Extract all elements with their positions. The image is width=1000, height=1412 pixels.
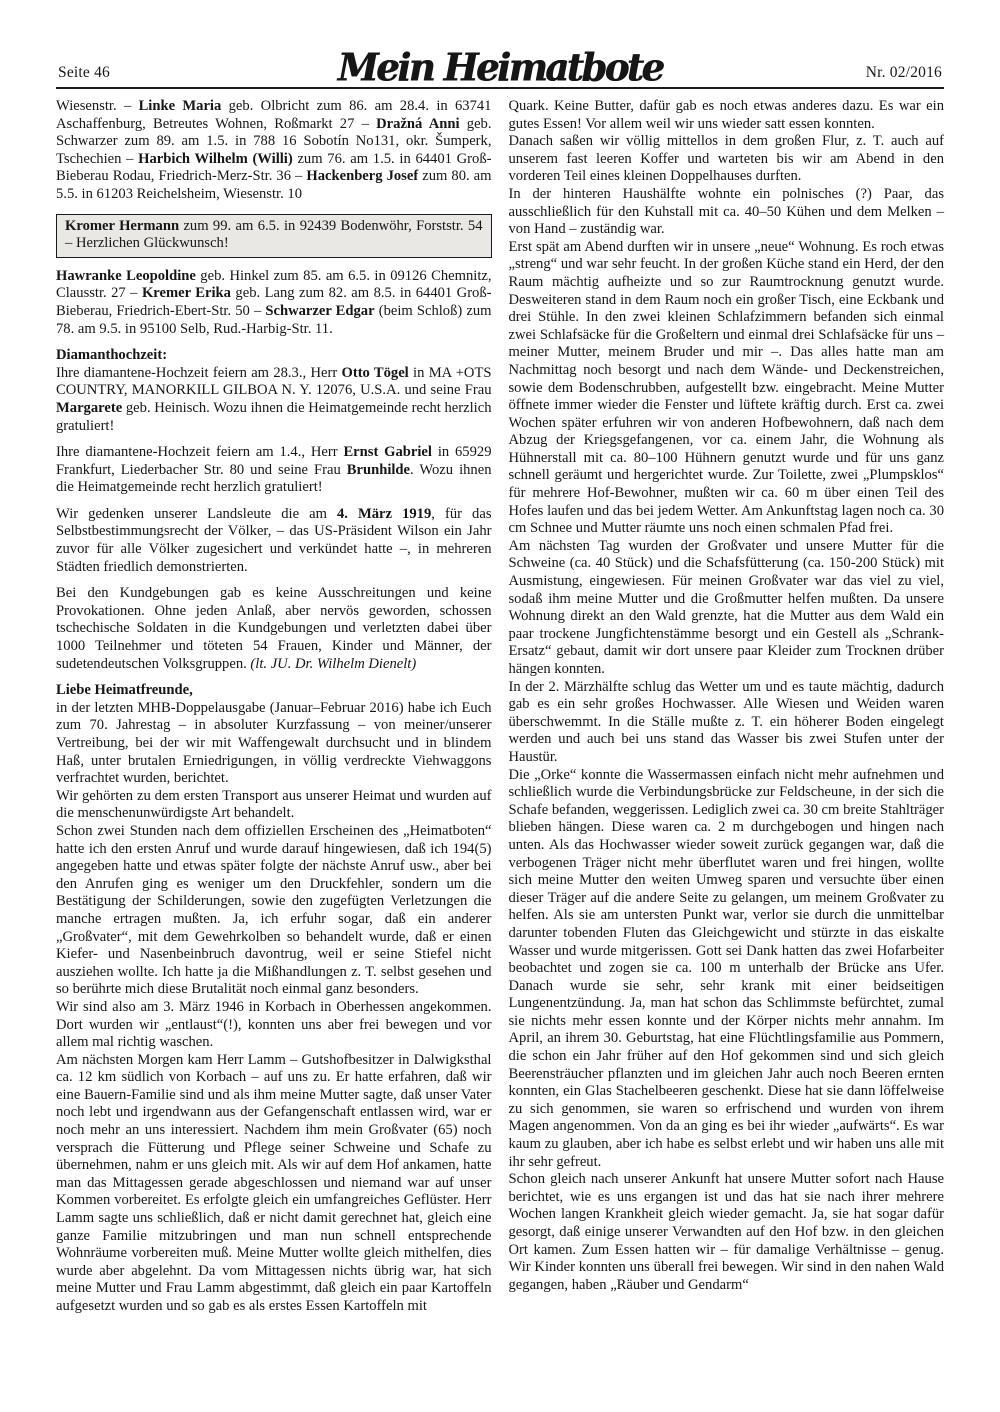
text-segment: Quark. Keine Butter, dafür gab es noch etwas anderes dazu. Es war ein gutes Essen! Vor allem weil wir uns wieder satt essen konnten. (508, 98, 944, 132)
text-segment: Otto Tögel (341, 364, 409, 381)
text-segment: Kremer Erika (141, 285, 231, 302)
text-segment: Linke Maria (138, 98, 222, 114)
masthead-title: Mein Heimatbote (337, 44, 663, 90)
text-segment: In der 2. Märzhälfte schlug das Wetter um und es taute mächtig, dadurch gab es ein sehr großes Hochwasser. Alle Wiesen und Weiden waren überschwemmt. In die Ställe mußte z. T. ein höherer Boden eingelegt werden und auch bei uns stand das Wasser bis zwei Stufen unter der Haustür. (508, 678, 944, 765)
paragraph (56, 700, 492, 788)
text-segment: Wir gedenken unserer Landsleute die am (56, 505, 337, 522)
text-segment: Die „Orke“ konnte die Wassermassen einfach nicht mehr aufnehmen und schließlich wurde die Verbindungsbrücke zur Feldscheune, in der sich die Schafe befanden, weggerissen. Lediglich zwei ca. 30 cm breite Stahlträger blieben hängen. Diese waren ca. 2 m durchgebogen und hingen nach unten. Als das Hochwasser wieder soweit zurück gegangen war, daß die verbogenen Träger nicht mehr überflutet waren und frei hingen, wollte sich meine Mutter den weiten Umweg sparen und versuchte über einen dieser Träger auf die andere Seite zu gelangen, um meinem Großvater zu helfen. Als sie am untersten Punkt war, verlor sie durch die unmittelbar darunter tobenden Fluten das Gleichgewicht und stürzte in das eiskalte Wasser und wurde mitgerissen. Gott sei Dank hatten das zwei Hofarbeiter beobachtet und zogen sie ca. 100 m unterhalb der Brücke ans Ufer. Danach wurde sie sehr, sehr krank mit einer beidseitigen Lungenentzündung. Ja, man hat schon das Schlimmste befürchtet, zumal sie nichts mehr essen konnte und der Körper nichts mehr annahm. Im April, an ihrem 30. Geburtstag, hat eine Flüchtlingsfamilie aus Pommern, die schon ein Jahr früher auf den Hof gekommen sind und sich gleich Beerensträucher pflanzten und im gleichen Jahr auch noch Beeren ernten konnten, ein Glas Stachelbeeren geschenkt. Diese hat sie dann löffelweise zu sich genommen, sie waren so erfrischend und wurden von ihrem Magen angenommen. Von da an ging es bei ihr wieder „aufwärts“. Es war kaum zu glauben, aber ich habe es selbst erlebt und wir haben uns alle mit ihr sehr gefreut. (508, 766, 944, 1170)
paragraph (509, 767, 945, 1172)
text-segment: zum 80. am 5.5. in 61203 Reichelsheim, Wiesenstr. 10 (56, 168, 492, 202)
paragraph (56, 444, 492, 497)
text-segment: geb. Schwarzer zum 89. am 1.5. in 788 16 Sobotín No131, okr. Šumperk, Tschechien – (56, 115, 492, 167)
paragraph (56, 1052, 492, 1316)
issue-number-label: Nr. 02/2016 (865, 64, 942, 81)
text-segment: Diamanthochzeit: (56, 347, 168, 364)
paragraph (56, 365, 492, 435)
text-segment: Schwarzer Edgar (265, 302, 375, 319)
paragraph (56, 268, 492, 338)
left-column (56, 98, 492, 1316)
paragraph (509, 133, 945, 186)
text-segment: Brunhilde (346, 461, 411, 478)
text-segment: Schon zwei Stunden nach dem offiziellen Erscheinen des „Heimatboten“ hatte ich den ersten Anruf und wurde darauf hingewiesen, daß ich 194(5) angegeben hatte und etwas später folgte der nächste Anruf usw., aber bei den Anrufen ging es weniger um den Druckfehler, sondern um die Bestätigung der Schilderungen, sowie den zugefügten Verletzungen die manche ertragen mußten. Ja, ich erfuhr sogar, daß ein anderer „Großvater“, mit dem Gewehrkolben so behandelt wurde, daß er einen Kiefer- und Nasenbeinbruch davontrug, weil er seine Stiefel nicht ausziehen wollte. Ich hatte ja die Mißhandlungen z. T. selbst gesehen und so berührte mich diese Brutalität noch einmal ganz besonders. (56, 822, 492, 998)
paragraph (509, 239, 945, 538)
text-segment: , für das Selbstbestimmungsrecht der Völker, – das US-Präsident Wilson ein Jahr zuvor für alle Völker zugesichert und verkündet hatte –, in mehreren Städten friedlich demonstrierten. (56, 505, 492, 575)
text-segment: In der hinteren Haushälfte wohnte ein polnisches (?) Paar, das ausschließlich für den Kuhstall mit ca. 40–50 Kühen und dem Melken – von Hand – zuständig war. (508, 185, 944, 238)
text-segment: . Wozu ihnen die Heimatgemeinde recht herzlich gratuliert! (56, 461, 492, 496)
text-segment: in MA +OTS COUNTRY, MANORKILL GILBOA N. Y. 12076, U.S.A. und seine Frau (56, 364, 492, 399)
right-column (509, 98, 945, 1316)
text-segment: Bei den Kundgebungen gab es keine Ausschreitungen und keine Provokationen. Ohne jeden Anlaß, aber nervös geworden, schossen tschechische Soldaten in die Kundgebungen und verletzten dabei über 1000 Teilnehmer und töteten 54 Frauen, Kinder und Männer, der sudetendeutschen Volksgruppen. (56, 585, 492, 672)
text-segment: in der letzten MHB-Doppelausgabe (Januar–Februar 2016) habe ich Euch zum 70. Jahrestag – in absoluter Kurzfassung – von meiner/unserer Vertreibung, bei der wir mit Waffengewalt durchsucht und in blindem Haß, unter brutalen Erniedrigungen, in völlig verdreckte Viehwaggons verfrachtet wurden, berichtet. (56, 699, 492, 787)
text-segment: Harbich Wilhelm (Willi) (138, 150, 293, 167)
text-segment: Ihre diamantene-Hochzeit feiern am 28.3., Herr (56, 364, 342, 381)
page-number-label: Seite 46 (58, 64, 110, 81)
paragraph (56, 506, 492, 576)
text-segment: Am nächsten Tag wurden der Großvater und unsere Mutter für die Schweine (ca. 40 Stück) und die Schafsfütterung (ca. 150-200 Stück) mit Ausmistung, eingewiesen. Für meinen Großvater war das viel zu viel, sodaß ihm meine Mutter und die Großmutter helfen mußten. Da unsere Wohnung direkt an den Wald grenzte, hat die Mutter aus dem Wald ein paar trockene Jungfichtenstämme besorgt und ein Gestell als „Schrank-Ersatz“ gebaut, damit wir dort unsere paar Kleider zum Trocknen drüber hängen konnten. (508, 537, 944, 677)
text-segment: Erst spät am Abend durften wir in unsere „neue“ Wohnung. Es roch etwas „streng“ und war sehr feucht. In der großen Küche stand ein Herd, der den Raum mächtig aufheizte und so zur Raumtrocknung genutzt wurde. Desweiteren stand in dem Raum noch ein großer Tisch, eine Eckbank und drei Stühle. In den zwei kleinen Schlafzimmern befanden sich einmal zwei Schlafsäcke für die Großeltern und einmal drei Schlafsäcke für uns – meiner Mutter, meinem Bruder und mir –. Das alles hatte man am Nachmittag noch besorgt und nach dem Wände- und Deckenstreichen, sowie dem Bodenschrubben, aufgestellt bzw. eingebracht. Meine Mutter öffnete immer wieder die Fenster und lüftete kräftig durch. Erst ca. zwei Wochen später erfuhren wir von anderen Hofbewohnern, daß nach dem Abzug der Kriegsgefangenen, vor ca. einem Jahr, die Wohnung als Hühnerstall mit ca. 80–100 Hühnern genutzt wurde und für uns ganz schnell geräumt und hergerichtet wurde. Zur Toilette, zwei „Plumpsklos“ für mehrere Hof-Bewohner, mußten wir ca. 60 m über einen Teil des Hofes laufen und das bei jedem Wetter. Am Ankunftstag lagen noch ca. 30 cm Schnee und Mutter räumte uns noch einen schmalen Pfad frei. (508, 238, 944, 537)
text-segment: geb. Heinisch. Wozu ihnen die Heimatgemeinde recht herzlich gratuliert! (56, 399, 492, 434)
boxed-birthday-notice (56, 214, 492, 258)
text-segment: 4. März 1919 (336, 505, 432, 522)
text-segment: Wir sind also am 3. März 1946 in Korbach in Oberhessen angekommen. Dort wurden wir „entlaust“(!), konnten uns aber frei bewegen und vor allem mal richtig waschen. (56, 998, 492, 1051)
text-segment: geb. Lang zum 82. am 8.5. in 64401 Groß-Bieberau, Friedrich-Ebert-Str. 50 – (56, 285, 492, 319)
text-segment: zum 76. am 1.5. in 64401 Groß-Bieberau Rodau, Friedrich-Merz-Str. 36 – (56, 150, 492, 185)
text-segment: Ihre diamantene-Hochzeit feiern am 1.4., Herr (56, 444, 344, 461)
text-segment: Wir gehörten zu dem ersten Transport aus unserer Heimat und wurden auf die menschenunwürdigste Art behandelt. (56, 787, 492, 822)
text-segment: Hackenberg Josef (306, 168, 419, 185)
text-segment: (lt. JU. Dr. Wilhelm Dienelt) (250, 655, 417, 672)
text-segment: (beim Schloß) zum 78. am 9.5. in 95100 Selb, Rud.-Harbig-Str. 11. (56, 302, 492, 337)
page-header (56, 42, 944, 89)
section-heading (56, 347, 492, 365)
section-heading (56, 682, 492, 700)
paragraph (509, 186, 945, 239)
paragraph (509, 1171, 945, 1294)
text-segment: Margarete (56, 399, 123, 416)
text-segment: geb. Olbricht zum 86. am 28.4. in 63741 Aschaffenburg, Betreutes Wohnen, Roßmarkt 27 – (56, 98, 492, 132)
paragraph (56, 98, 492, 204)
paragraph (509, 679, 945, 767)
text-segment: zum 99. am 6.5. in 92439 Bodenwöhr, Forststr. 54 – Herzlichen Glückwunsch! (65, 217, 483, 252)
text-segment: Ernst Gabriel (343, 444, 432, 461)
text-segment: in 65929 Frankfurt, Liederbacher Str. 80 und seine Frau (56, 444, 492, 478)
text-segment: Hawranke Leopoldine (56, 267, 196, 284)
paragraph (509, 98, 945, 133)
text-segment: Liebe Heimatfreunde, (56, 682, 193, 699)
paragraph (56, 585, 492, 673)
text-segment: Am nächsten Morgen kam Herr Lamm – Gutshofbesitzer in Dalwigksthal ca. 12 km südlich von Korbach – auf uns zu. Er hatte erfahren, daß wir eine Bauern-Familie sind und als ihm meine Mutter sagte, daß unser Vater noch lebt und irgendwann aus der Gefangenschaft entlassen wird, war er noch mehr an uns interessiert. Nachdem ihm mein Großvater (65) noch versprach die Fütterung und Pflege seiner Schweine und Schafe zu übernehmen, nahm er uns gleich mit. Als wir auf dem Hof ankamen, hatte man das Mittagessen gerade abgeschlossen und niemand war auf unser Kommen vorbereitet. Es erfolgte gleich ein umfangreiches Geflüster. Herr Lamm sagte uns schließlich, daß er nicht damit gerechnet hat, gleich eine ganze Familie mitzubringen und man nun schnell entsprechende Wohnräume vorbereiten muß. Meine Mutter wollte gleich mithelfen, dies wurde aber abgelehnt. Da vom Mittagessen nichts übrig war, hat sich meine Mutter und Frau Lamm abgestimmt, daß gleich ein paar Kartoffeln aufgesetzt wurden und so gab es als erstes Essen Kartoffeln mit (56, 1051, 492, 1314)
text-segment: Kromer Hermann (65, 217, 180, 234)
paragraph (56, 788, 492, 823)
paragraph (509, 538, 945, 679)
text-segment: Schon gleich nach unserer Ankunft hat unsere Mutter sofort nach Hause berichtet, wie es uns ergangen ist und das hat sie nach ihrer mehrere Wochen langen Krankheit gleich wieder gemacht. Ja, sie hat sogar dafür gesorgt, daß einige unserer Verwandten auf den Hof bzw. in den gleichen Ort kamen. Zum Essen hatten wir – für damalige Verhältnisse – genug. Wir Kinder konnten uns überall frei bewegen. Wir sind in den nahen Wald gegangen, haben „Räuber und Gendarm“ (508, 1171, 944, 1293)
text-segment: geb. Hinkel zum 85. am 6.5. in 09126 Chemnitz, Clausstr. 27 – (56, 267, 492, 302)
article-columns (56, 98, 944, 1316)
paragraph (56, 823, 492, 999)
paragraph (56, 999, 492, 1052)
text-segment: Danach saßen wir völlig mittellos in dem großen Flur, z. T. auch auf unserem fast leeren Koffer und warteten bis wir am Abend in den vorderen Teil eines kleinen Doppelhauses durften. (508, 133, 944, 185)
text-segment: Dražná Anni (376, 115, 460, 132)
text-segment: Wiesenstr. – (56, 98, 139, 114)
